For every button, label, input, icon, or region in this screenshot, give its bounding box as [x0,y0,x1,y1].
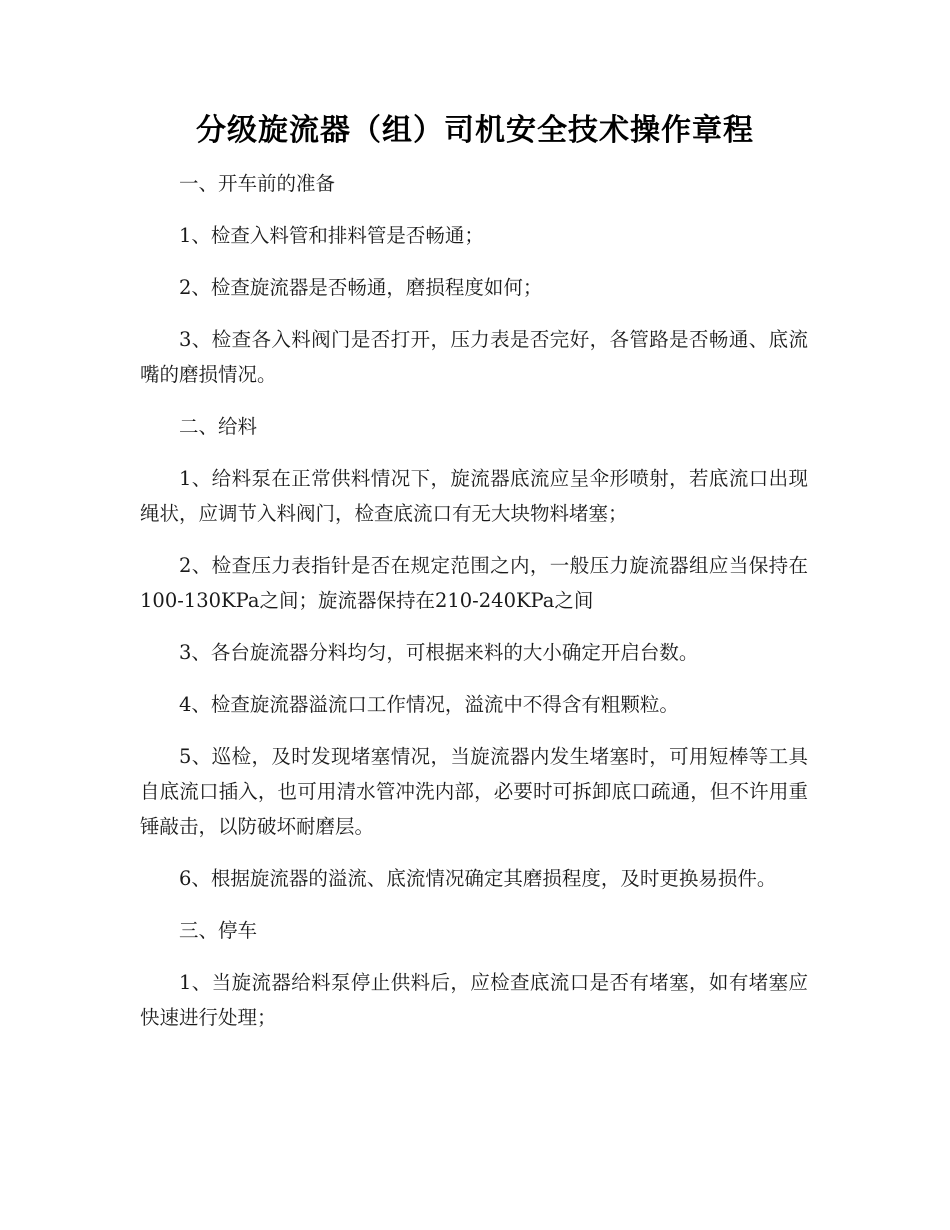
section-heading: 一、开车前的准备 [179,172,336,195]
paragraph: 2、检查旋流器是否畅通，磨损程度如何； [179,276,543,299]
paragraph: 2、检查压力表指针是否在规定范围之内，一般压力旋流器组应当保持在100-130KPa之间；旋流器保持在210-240KPa之间 [140,554,808,612]
paragraph: 1、给料泵在正常供料情况下，旋流器底流应呈伞形喷射，若底流口出现绳状，应调节入料阀门，检查底流口有无大块物料堵塞； [140,467,808,525]
paragraph: 1、检查入料管和排料管是否畅通； [179,224,484,247]
paragraph: 3、各台旋流器分料均匀，可根据来料的大小确定开启台数。 [179,641,699,664]
paragraph: 3、检查各入料阀门是否打开，压力表是否完好，各管路是否畅通、底流嘴的磨损情况。 [140,328,808,386]
paragraph: 1、当旋流器给料泵停止供料后，应检查底流口是否有堵塞，如有堵塞应快速进行处理； [140,971,808,1029]
paragraph: 5、巡检，及时发现堵塞情况，当旋流器内发生堵塞时，可用短棒等工具自底流口插入，也可用清水管冲洗内部，必要时可拆卸底口疏通，但不许用重锤敲击，以防破坏耐磨层。 [140,745,808,838]
paragraph: 6、根据旋流器的溢流、底流情况确定其磨损程度，及时更换易损件。 [179,867,777,890]
section-heading: 二、给料 [179,415,258,438]
document-title: 分级旋流器（组）司机安全技术操作章程 [196,113,754,148]
document-body [140,166,808,1052]
paragraph: 4、检查旋流器溢流口工作情况，溢流中不得含有粗颗粒。 [179,693,679,716]
section-heading: 三、停车 [179,919,258,942]
